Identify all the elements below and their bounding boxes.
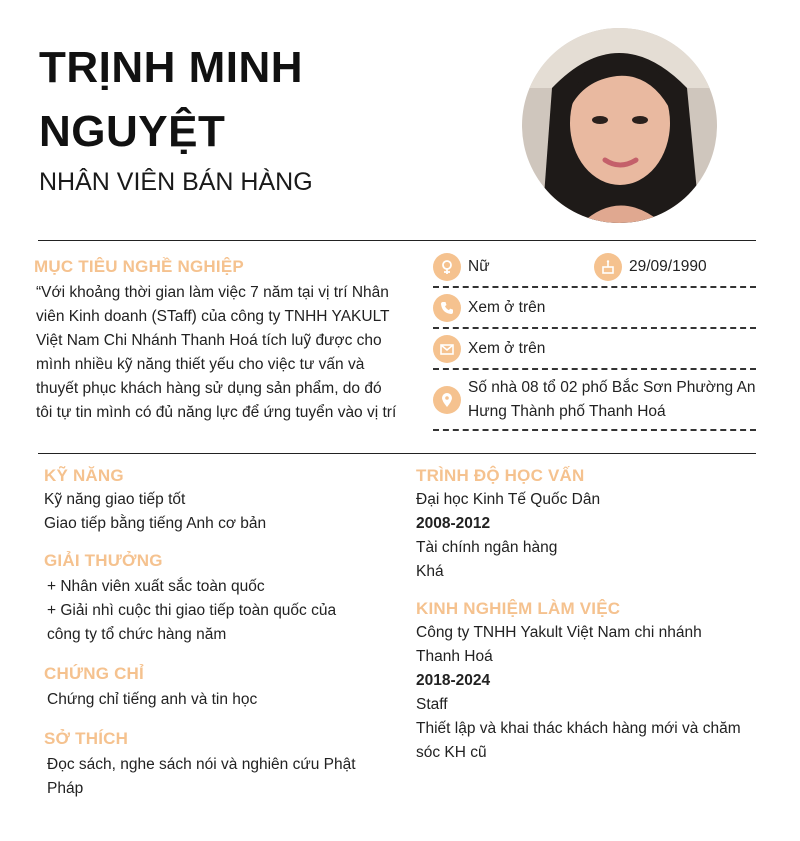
hobbies-heading: SỞ THÍCH bbox=[44, 729, 129, 748]
experience-company: Công ty TNHH Yakult Việt Nam chi nhánh bbox=[416, 624, 702, 641]
objective-text bbox=[36, 281, 421, 425]
gender-icon bbox=[433, 253, 461, 281]
experience-position: Staff bbox=[416, 696, 448, 713]
certificates-heading: CHỨNG CHỈ bbox=[44, 664, 144, 683]
objective-line: viên Kinh doanh (STaff) của công ty TNHH YAKULT bbox=[36, 308, 390, 325]
objective-line: “Với khoảng thời gian làm việc 7 năm tại vị trí Nhân bbox=[36, 284, 389, 301]
skill-item: Giao tiếp bằng tiếng Anh cơ bản bbox=[44, 515, 267, 532]
certificates-text: Chứng chỉ tiếng anh và tin học bbox=[47, 691, 258, 708]
job-title: NHÂN VIÊN BÁN HÀNG bbox=[39, 168, 313, 196]
hobby-line: Pháp bbox=[47, 780, 84, 797]
hobby-line: Đọc sách, nghe sách nói và nghiên cứu Phật bbox=[47, 756, 356, 773]
award-item: + Nhân viên xuất sắc toàn quốc bbox=[47, 578, 265, 595]
education-heading: TRÌNH ĐỘ HỌC VẤN bbox=[416, 466, 585, 485]
email-value: Xem ở trên bbox=[468, 340, 546, 357]
award-item: + Giải nhì cuộc thi giao tiếp toàn quốc của bbox=[47, 602, 337, 619]
contact-divider bbox=[433, 327, 756, 329]
objective-line: Việt Nam Chi Nhánh Thanh Hoá tích luỹ được cho bbox=[36, 332, 382, 349]
experience-details bbox=[416, 621, 741, 765]
contact-divider bbox=[433, 429, 756, 431]
objective-heading: MỤC TIÊU NGHỀ NGHIỆP bbox=[34, 257, 244, 276]
header-divider bbox=[38, 240, 756, 241]
education-major: Tài chính ngân hàng bbox=[416, 539, 558, 556]
experience-company: Thanh Hoá bbox=[416, 648, 493, 665]
experience-years: 2018-2024 bbox=[416, 672, 491, 689]
objective-line: tôi tự tin mình có đủ năng lực để ứng tuyển vào vị trí bbox=[36, 404, 397, 421]
address-line-1: Số nhà 08 tổ 02 phố Bắc Sơn Phường An bbox=[468, 379, 756, 396]
location-pin-icon bbox=[433, 386, 461, 414]
contact-divider bbox=[433, 286, 756, 288]
name-line-2: NGUYỆT bbox=[39, 107, 226, 156]
objective-line: thuyết phục khách hàng sử dụng sản phẩm, do đó bbox=[36, 380, 382, 397]
education-years: 2008-2012 bbox=[416, 515, 491, 532]
education-grade: Khá bbox=[416, 563, 444, 580]
dob-value: 29/09/1990 bbox=[629, 258, 707, 275]
awards-heading: GIẢI THƯỞNG bbox=[44, 551, 163, 570]
section-divider bbox=[38, 453, 756, 454]
skills-heading: KỸ NĂNG bbox=[44, 466, 124, 485]
profile-photo bbox=[522, 28, 717, 223]
birthday-cake-icon bbox=[594, 253, 622, 281]
experience-heading: KINH NGHIỆM LÀM VIỆC bbox=[416, 599, 621, 618]
name-line-1: TRỊNH MINH bbox=[39, 43, 304, 92]
education-details bbox=[416, 488, 600, 584]
candidate-name bbox=[39, 36, 479, 164]
phone-icon bbox=[433, 294, 461, 322]
award-item: công ty tổ chức hàng năm bbox=[47, 626, 227, 643]
address-line-2: Hưng Thành phố Thanh Hoá bbox=[468, 403, 666, 420]
skills-list bbox=[44, 488, 266, 536]
phone-value: Xem ở trên bbox=[468, 299, 546, 316]
skill-item: Kỹ năng giao tiếp tốt bbox=[44, 491, 186, 508]
address-value bbox=[468, 376, 756, 424]
awards-list bbox=[47, 575, 336, 647]
experience-description: sóc KH cũ bbox=[416, 744, 487, 761]
experience-description: Thiết lập và khai thác khách hàng mới và chăm bbox=[416, 720, 741, 737]
hobbies-text bbox=[47, 753, 356, 801]
education-school: Đại học Kinh Tế Quốc Dân bbox=[416, 491, 601, 508]
contact-divider bbox=[433, 368, 756, 370]
objective-line: mình nhiều kỹ năng thiết yếu cho việc tư vấn và bbox=[36, 356, 365, 373]
gender-value: Nữ bbox=[468, 258, 490, 275]
email-icon bbox=[433, 335, 461, 363]
